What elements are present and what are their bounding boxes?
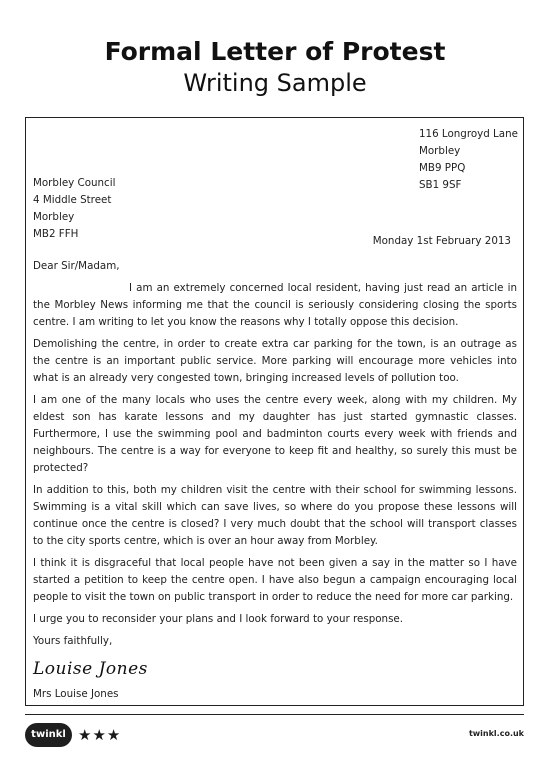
- recipient-address-line: 4 Middle Street: [33, 194, 112, 206]
- recipient-address: [33, 175, 115, 243]
- title-block: [0, 36, 550, 98]
- recipient-address-line: Morbley Council: [33, 177, 116, 189]
- printed-name: Mrs Louise Jones: [33, 688, 119, 700]
- sender-address-line: Morbley: [419, 145, 461, 157]
- body-paragraph: I am one of the many locals who uses the centre every week, along with my children. My eldest son has karate lessons and my daughter has just started gymnastic classes. Furthermore, I use the swimming pool and badminton courts every week with friends and neighbours. The centre is a way for everyone to keep fit and healthy, so surely this must be protected?: [33, 394, 517, 474]
- signature: Louise Jones: [33, 659, 148, 679]
- footer-divider: [25, 714, 524, 715]
- sender-address-line: MB9 PPQ: [419, 162, 466, 174]
- site-url: twinkl.co.uk: [468, 729, 524, 738]
- recipient-address-line: MB2 FFH: [33, 228, 79, 240]
- letter-date: Monday 1st February 2013: [372, 235, 511, 247]
- sender-address-line: SB1 9SF: [419, 179, 462, 191]
- body-paragraph: I urge you to reconsider your plans and I look forward to your response.: [33, 613, 404, 625]
- salutation: Dear Sir/Madam,: [33, 260, 120, 272]
- body-paragraph: I think it is disgraceful that local people have not been given a say in the matter so I have started a petition to keep the centre open. I have also begun a campaign encouraging local people to visit the town on public transport in order to reduce the need for more car parking.: [33, 557, 517, 603]
- body-paragraph: I am an extremely concerned local resident, having just read an article in the Morbley News informing me that the council is seriously considering closing the sports centre. I am writing to let you know the reasons why I totally oppose this decision.: [33, 282, 517, 328]
- page-subtitle: Writing Sample: [183, 69, 367, 97]
- recipient-address-line: Morbley: [33, 211, 75, 223]
- letter-body: [33, 280, 517, 703]
- page-title: Formal Letter of Protest: [104, 37, 446, 66]
- body-paragraph: Demolishing the centre, in order to create extra car parking for the town, is an outrage as the centre is an important public service. More parking will encourage more vehicles into what is an already very congested town, bringing increased levels of pollution too.: [33, 338, 517, 384]
- difficulty-stars-icon: ★★★: [78, 726, 122, 744]
- sender-address-line: 116 Longroyd Lane: [419, 128, 518, 140]
- letter-frame: [25, 117, 524, 706]
- sign-off: Yours faithfully,: [33, 635, 113, 647]
- sender-address: [419, 126, 518, 194]
- twinkl-logo: twinkl: [25, 723, 72, 747]
- body-paragraph: In addition to this, both my children visit the centre with their school for swimming lessons. Swimming is a vital skill which can save lives, so where do you propose these lessons will continue once the centre is closed? I very much doubt that the school will transport classes to the city sports centre, which is over an hour away from Morbley.: [33, 484, 517, 547]
